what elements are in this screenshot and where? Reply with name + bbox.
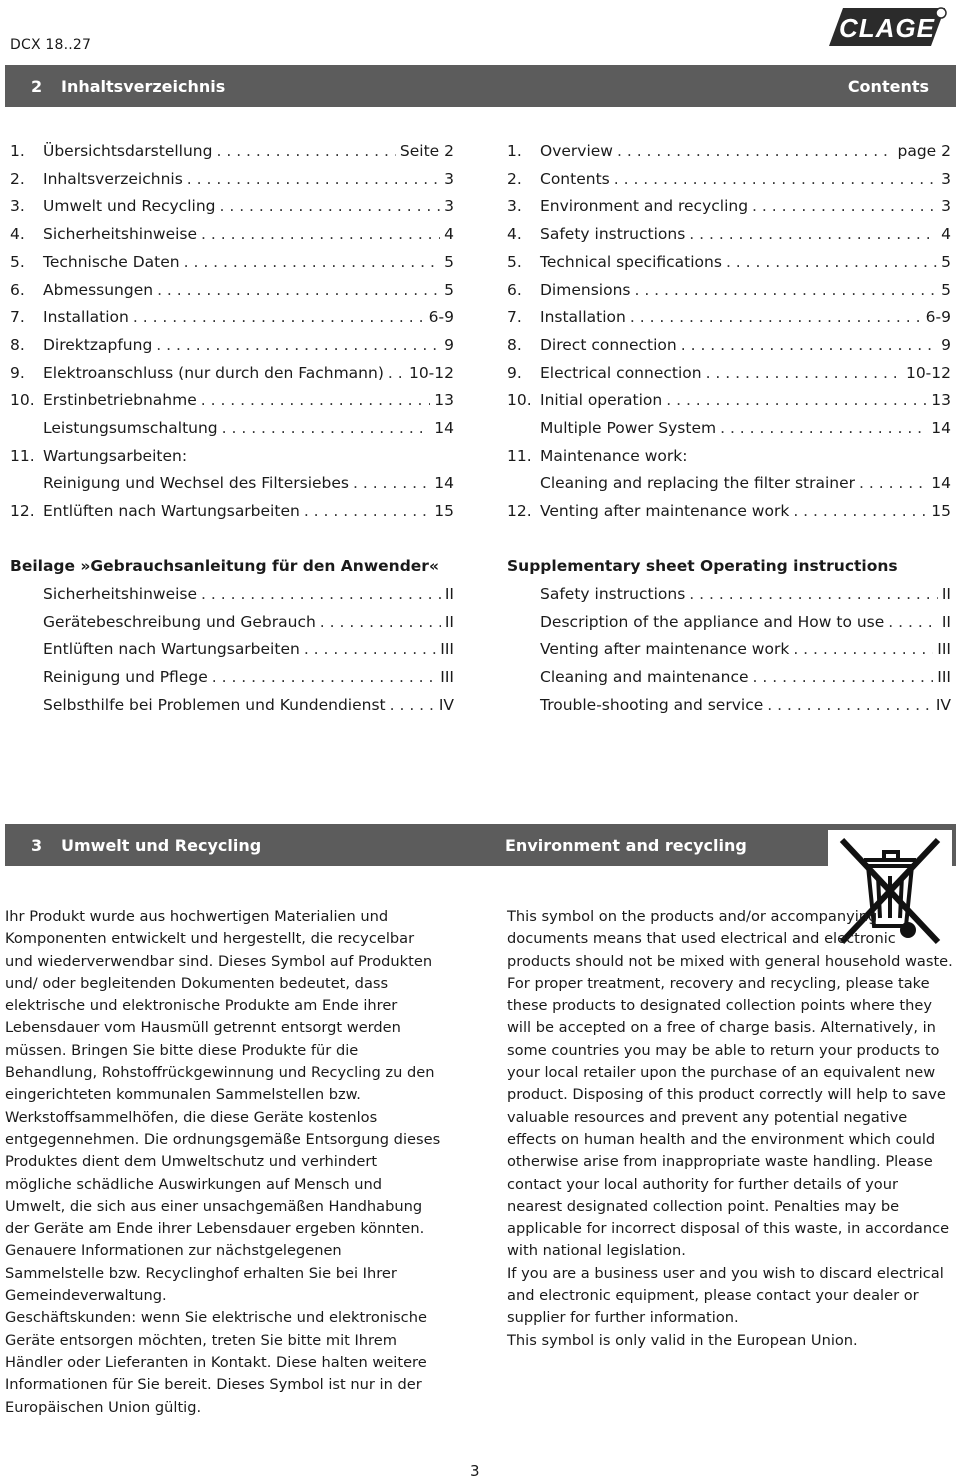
toc-entry-label: Overview — [540, 142, 613, 160]
logo-text: CLAGE — [839, 13, 935, 43]
toc-entry-label: Selbsthilfe bei Problemen und Kundendienst — [43, 695, 386, 714]
toc-entry-label: Inhaltsverzeichnis — [43, 169, 183, 188]
toc-entry-number: 5. — [10, 252, 25, 271]
toc-entry-label: Electrical connection — [540, 363, 702, 382]
toc-entry — [507, 668, 951, 690]
toc-entry — [507, 281, 951, 303]
toc-entry-page: 15 — [434, 502, 454, 521]
toc-entry — [507, 585, 951, 607]
toc-entry-number: 11. — [10, 446, 35, 465]
toc-entry-number: 1. — [10, 142, 25, 160]
dot-leader — [888, 613, 938, 631]
toc-entry-page: III — [937, 640, 951, 659]
toc-entry — [507, 197, 951, 219]
toc-entry-number: 12. — [10, 502, 35, 521]
paragraph: Geschäftskunden: wenn Sie elektrische und elektronische Geräte entsorgen möchten, treten Sie bitte mit Ihrem Händler oder Lieferanten in Kontakt. Diese halten weitere Informationen für Sie bereit. Dieses Symbol ist nur in der Europäischen Union gültig. — [5, 1309, 427, 1416]
toc-entry-page: 3 — [941, 197, 951, 216]
paragraph: Ihr Produkt wurde aus hochwertigen Materialien und Komponenten entwickelt und hergestellt, die recycelbar und wiederverwendbar sind. Dieses Symbol auf Produkten und/ oder begleitenden Dokumenten bedeutet, dass elektrische und elektronische Produkte am Ende ihrer Lebensdauer vom Hausmüll getrennt entsorgt werden müssen. Bringen Sie bitte diese Produkte für die Behandlung, Rohstoffrückgewinnung und Recycling zu den eingerichteten kommunalen Sammelstellen bzw. Werkstoffsammelhöfen, die diese Geräte kostenlos entgegennehmen. Die ordnungsgemäße Entsorgung dieses Produktes dient dem Umweltschutz und verhindert mögliche schädliche Auswirkungen auf Mensch und Umwelt, die sich aus einer unsachgemäßen Handhabung der Geräte am Ende ihrer Lebensdauer ergeben könnten. — [5, 908, 441, 1238]
toc-entry-number: 7. — [507, 308, 522, 327]
recycling-text-en — [507, 906, 956, 1352]
toc-entry-page: II — [444, 585, 454, 603]
toc-entry-label: Gerätebeschreibung und Gebrauch — [43, 612, 316, 631]
toc-entry-number: 2. — [10, 169, 25, 188]
dot-leader — [156, 336, 440, 354]
toc-entry-label: Cleaning and replacing the filter strainer — [540, 474, 856, 493]
toc-entry — [10, 419, 454, 441]
toc-entry-page: III — [440, 668, 454, 687]
dot-leader — [753, 668, 934, 686]
recycling-text-de — [5, 906, 445, 1419]
toc-entry — [507, 336, 951, 358]
toc-entry-page: 9 — [444, 335, 454, 354]
toc-entry — [507, 447, 951, 469]
toc-entry-number: 11. — [507, 446, 532, 465]
toc-entry-page: 5 — [444, 280, 454, 299]
toc-entry-number: 3. — [507, 197, 522, 216]
dot-leader — [634, 281, 937, 299]
section-number: 2 — [31, 77, 43, 96]
toc-entry — [10, 308, 454, 330]
toc-entry-label: Abmessungen — [43, 280, 154, 299]
toc-entry-label: Safety instructions — [540, 585, 686, 603]
toc-entry-number: 8. — [507, 335, 522, 354]
toc-entry-page: 13 — [931, 391, 951, 410]
dot-leader — [201, 391, 431, 409]
toc-entry-number: 8. — [10, 335, 25, 354]
dot-leader — [720, 419, 927, 437]
dot-leader — [353, 474, 430, 492]
section-title-en: Environment and recycling — [505, 836, 747, 855]
supplement-title-de: Beilage »Gebrauchsanleitung für den Anwender« — [10, 557, 439, 575]
toc-entry-label: Description of the appliance and How to use — [540, 612, 885, 631]
toc-entry-label: Maintenance work: — [540, 446, 688, 465]
toc-entry-label: Multiple Power System — [540, 419, 717, 437]
toc-entry-page: Seite 2 — [399, 142, 454, 160]
toc-entry — [507, 225, 951, 247]
dot-leader — [201, 225, 440, 243]
dot-leader — [304, 502, 430, 520]
toc-entry-label: Wartungsarbeiten: — [43, 446, 188, 465]
toc-entry — [10, 170, 454, 192]
toc-entry — [507, 391, 951, 413]
toc-entry — [507, 170, 951, 192]
toc-entry-label: Safety instructions — [540, 225, 686, 244]
dot-leader — [689, 225, 937, 243]
toc-entry-number: 6. — [10, 280, 25, 299]
dot-leader — [689, 585, 938, 603]
dot-leader — [617, 142, 894, 160]
paragraph: This symbol is only valid in the European Union. — [507, 1331, 858, 1349]
dot-leader — [706, 364, 902, 382]
toc-entry — [10, 197, 454, 219]
toc-entry-number: 4. — [10, 225, 25, 244]
toc-entry-label: Trouble-shooting and service — [540, 695, 764, 714]
toc-entry-page: 14 — [434, 419, 454, 437]
toc-entry-page: IV — [935, 695, 951, 714]
toc-entry-page: 13 — [434, 391, 454, 410]
dot-leader — [767, 696, 932, 714]
dot-leader — [388, 364, 405, 382]
page-number: 3 — [470, 1462, 480, 1480]
toc-entry-label: Reinigung und Wechsel des Filtersiebes — [43, 474, 349, 493]
toc-entry-number: 10. — [10, 391, 35, 410]
toc-entry-label: Elektroanschluss (nur durch den Fachmann) — [43, 363, 384, 382]
toc-entry-label: Direct connection — [540, 335, 677, 354]
toc-entry-page: 14 — [434, 474, 454, 493]
toc-entry — [10, 502, 454, 524]
toc-entry — [507, 253, 951, 275]
toc-entry-label: Venting after maintenance work — [540, 640, 790, 659]
toc-entry-page: 10-12 — [905, 363, 951, 382]
toc-entry-page: 15 — [931, 502, 951, 521]
toc-entry — [10, 696, 454, 718]
toc-entry — [507, 308, 951, 330]
dot-leader — [614, 170, 937, 188]
toc-entry-page: 3 — [444, 169, 454, 188]
toc-entry-page: 3 — [941, 169, 951, 188]
toc-entry — [10, 225, 454, 247]
toc-entry — [10, 142, 454, 164]
toc-entry — [10, 391, 454, 413]
toc-entry-label: Sicherheitshinweise — [43, 585, 198, 603]
toc-entry — [507, 419, 951, 441]
dot-leader — [201, 585, 441, 603]
toc-entry-label: Dimensions — [540, 280, 631, 299]
section-2-bar — [5, 65, 956, 107]
toc-entry-number: 5. — [507, 252, 522, 271]
toc-entry-page: 3 — [444, 197, 454, 216]
toc-entry — [10, 640, 454, 662]
toc-entry — [10, 253, 454, 275]
toc-entry-label: Sicherheitshinweise — [43, 225, 198, 244]
dot-leader — [219, 197, 440, 215]
toc-entry — [10, 281, 454, 303]
toc-entry-page: 5 — [444, 252, 454, 271]
toc-entry — [507, 142, 951, 164]
dot-leader — [666, 391, 927, 409]
toc-entry — [10, 447, 454, 469]
section-number: 3 — [31, 836, 43, 855]
toc-entry — [10, 585, 454, 607]
section-title-en: Contents — [847, 77, 929, 96]
toc-entry-label: Direktzapfung — [43, 335, 153, 354]
toc-entry-page: II — [941, 612, 951, 631]
toc-entry-page: 5 — [941, 280, 951, 299]
toc-entry — [10, 613, 454, 635]
toc-entry-page: II — [941, 585, 951, 603]
toc-entry-label: Venting after maintenance work — [540, 502, 790, 521]
section-title-de: Umwelt und Recycling — [61, 836, 262, 855]
toc-entry-label: Entlüften nach Wartungsarbeiten — [43, 502, 300, 521]
dot-leader — [157, 281, 440, 299]
toc-entry-page: 4 — [941, 225, 951, 244]
toc-entry-label: Technical specifications — [540, 252, 722, 271]
toc-entry-label: Erstinbetriebnahme — [43, 391, 197, 410]
toc-entry-label: Installation — [43, 308, 129, 327]
toc-entry-page: 10-12 — [408, 363, 454, 382]
toc-entry-label: Reinigung und Pflege — [43, 668, 208, 687]
toc-entry-page: 14 — [931, 474, 951, 493]
dot-leader — [390, 696, 435, 714]
toc-entry-label: Übersichtsdarstellung — [43, 142, 213, 160]
section-title-de: Inhaltsverzeichnis — [61, 77, 226, 96]
paragraph: Genauere Informationen zur nächstgelegenen Sammelstelle bzw. Recyclinghof erhalten Sie bei Ihrer Gemeindeverwaltung. — [5, 1242, 397, 1305]
dot-leader — [859, 474, 927, 492]
section-3-bar — [5, 824, 956, 866]
toc-entry-number: 6. — [507, 280, 522, 299]
dot-leader — [630, 308, 922, 326]
toc-entry — [507, 474, 951, 496]
toc-entry-page: 6-9 — [428, 308, 454, 327]
toc-entry-label: Entlüften nach Wartungsarbeiten — [43, 640, 300, 659]
dot-leader — [184, 253, 441, 271]
dot-leader — [752, 197, 937, 215]
toc-entry — [507, 364, 951, 386]
toc-entry-label: Technische Daten — [43, 252, 180, 271]
toc-entry — [507, 640, 951, 662]
toc-entry — [10, 364, 454, 386]
clage-logo — [823, 4, 951, 50]
dot-leader — [681, 336, 937, 354]
toc-entry — [507, 613, 951, 635]
toc-entry-label: Contents — [540, 169, 610, 188]
dot-leader — [133, 308, 425, 326]
toc-entry-page: page 2 — [897, 142, 951, 160]
document-id: DCX 18..27 — [10, 37, 92, 53]
toc-entry-number: 4. — [507, 225, 522, 244]
supplement-title-en: Supplementary sheet Operating instructions — [507, 557, 898, 575]
toc-entry-number: 9. — [507, 363, 522, 382]
toc-entry — [10, 668, 454, 690]
dot-leader — [212, 668, 437, 686]
dot-leader — [320, 613, 441, 631]
dot-leader — [187, 170, 440, 188]
toc-entry-page: 9 — [941, 335, 951, 354]
toc-entry — [507, 502, 951, 524]
toc-entry — [10, 474, 454, 496]
paragraph: This symbol on the products and/or accompanying documents means that used electrical and electronic products should not be mixed with general household waste. For proper treatment, recovery and recycling, please take these products to designated collection points where they will be accepted on a free of charge basis. Alternatively, in some countries you may be able to return your products to your local retailer upon the purchase of an equivalent new product. Disposing of this product correctly will help to save valuable resources and prevent any potential negative effects on human health and the environment which could otherwise arise from inappropriate waste handling. Please contact your local authority for further details of your nearest designated collection point. Penalties may be applicable for incorrect disposal of this waste, in accordance with national legislation. — [507, 908, 953, 1260]
toc-entry-label: Initial operation — [540, 391, 663, 410]
dot-leader — [216, 142, 395, 160]
toc-entry-page: IV — [438, 695, 454, 714]
toc-entry-page: III — [937, 668, 951, 687]
dot-leader — [726, 253, 937, 271]
toc-entry-label: Leistungsumschaltung — [43, 419, 218, 437]
toc-entry-page: II — [444, 612, 454, 631]
toc-entry — [507, 696, 951, 718]
toc-entry-number: 10. — [507, 391, 532, 410]
toc-entry-page: 5 — [941, 252, 951, 271]
toc-entry-label: Cleaning and maintenance — [540, 668, 749, 687]
toc-entry-page: 6-9 — [925, 308, 951, 327]
dot-leader — [793, 502, 927, 520]
toc-entry-number: 3. — [10, 197, 25, 216]
toc-entry-number: 2. — [507, 169, 522, 188]
toc-entry-number: 12. — [507, 502, 532, 521]
toc-entry-page: III — [440, 640, 454, 659]
dot-leader — [222, 419, 431, 437]
paragraph: If you are a business user and you wish to discard electrical and electronic equipment, please contact your dealer or supplier for further information. — [507, 1264, 944, 1327]
toc-entry-number: 1. — [507, 142, 522, 160]
toc-entry-label: Installation — [540, 308, 626, 327]
dot-leader — [304, 640, 436, 658]
toc-entry-number: 7. — [10, 308, 25, 327]
toc-entry-label: Environment and recycling — [540, 197, 749, 216]
toc-entry — [10, 336, 454, 358]
toc-entry-number: 9. — [10, 363, 25, 382]
toc-entry-page: 14 — [931, 419, 951, 437]
dot-leader — [793, 640, 933, 658]
toc-entry-page: 4 — [444, 225, 454, 244]
toc-entry-label: Umwelt und Recycling — [43, 197, 216, 216]
